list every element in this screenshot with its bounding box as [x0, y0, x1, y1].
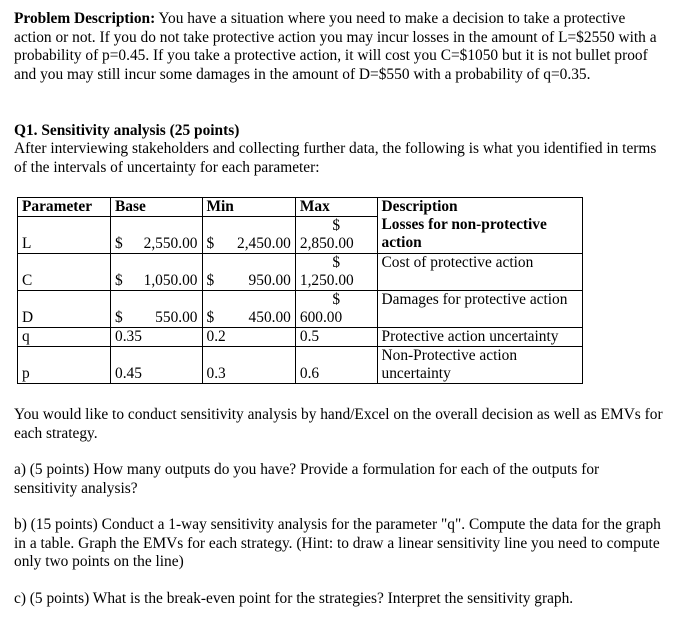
- table-header-row: [18, 198, 583, 217]
- table-row: [18, 291, 583, 328]
- max-cell: 0.5: [295, 328, 377, 347]
- max-cell: 0.6: [295, 347, 377, 384]
- base-cell: $ 1,050.00: [111, 254, 203, 291]
- max-cell: $ 2,850.00: [295, 217, 377, 254]
- base-cell: 0.35: [111, 328, 203, 347]
- sensitivity-text: You would like to conduct sensitivity analysis by hand/Excel on the overall decision as well as EMVs for each strategy.: [14, 406, 663, 442]
- base-cell: 0.45: [111, 347, 203, 384]
- param-cell: D: [18, 291, 111, 328]
- header-max: Max: [295, 198, 377, 217]
- header-description: Description Losses for non-protective action: [377, 198, 582, 254]
- min-cell: 0.3: [202, 347, 295, 384]
- min-cell: $ 950.00: [202, 254, 295, 291]
- table-row: [18, 328, 583, 347]
- desc-cell: Non-Protective action uncertainty: [377, 347, 582, 384]
- param-cell: C: [18, 254, 111, 291]
- param-cell: q: [18, 328, 111, 347]
- header-min: Min: [202, 198, 295, 217]
- table-row: [18, 254, 583, 291]
- question-a: a) (5 points) How many outputs do you have? Provide a formulation for each of the outputs for sensitivity analysis?: [14, 461, 600, 497]
- problem-description: [14, 10, 666, 84]
- header-base: Base: [111, 198, 203, 217]
- min-cell: $ 2,450.00: [202, 217, 295, 254]
- min-cell: 0.2: [202, 328, 295, 347]
- header-parameter: Parameter: [18, 198, 111, 217]
- max-cell: $ 600.00: [295, 291, 377, 328]
- table-row: [18, 347, 583, 384]
- base-cell: $ 2,550.00: [111, 217, 203, 254]
- desc-cell: Cost of protective action: [377, 254, 582, 291]
- param-cell: L: [18, 217, 111, 254]
- q1-title: Q1. Sensitivity analysis (25 points): [14, 122, 240, 139]
- max-cell: $ 1,250.00: [295, 254, 377, 291]
- q1-intro: After interviewing stakeholders and collecting further data, the following is what you identified in terms of the intervals of uncertainty for each parameter:: [14, 140, 657, 176]
- min-cell: $ 450.00: [202, 291, 295, 328]
- param-cell: p: [18, 347, 111, 384]
- problem-text: You have a situation where you need to make a decision to take a protective action or not. If you do not take protective action you may incur losses in the amount of L=$2550 with a probability of p=0.45. If you take a protective action, it will cost you C=$1050 but it is not bullet proof and you may still incur some damages in the amount of D=$550 with a probability of q=0.35.: [14, 10, 657, 83]
- base-cell: $ 550.00: [111, 291, 203, 328]
- question-b: b) (15 points) Conduct a 1-way sensitivity analysis for the parameter "q". Compute the data for the graph in a table. Graph the EMVs for each strategy. (Hint: to draw a linear sensitivity line you need to compute only two points on the line): [14, 516, 661, 571]
- parameter-table: [17, 197, 583, 384]
- question-c: c) (5 points) What is the break-even point for the strategies? Interpret the sensitivity graph.: [14, 590, 574, 607]
- desc-cell: Damages for protective action: [377, 291, 582, 328]
- problem-label: Problem Description:: [14, 10, 156, 27]
- desc-cell: Protective action uncertainty: [377, 328, 582, 347]
